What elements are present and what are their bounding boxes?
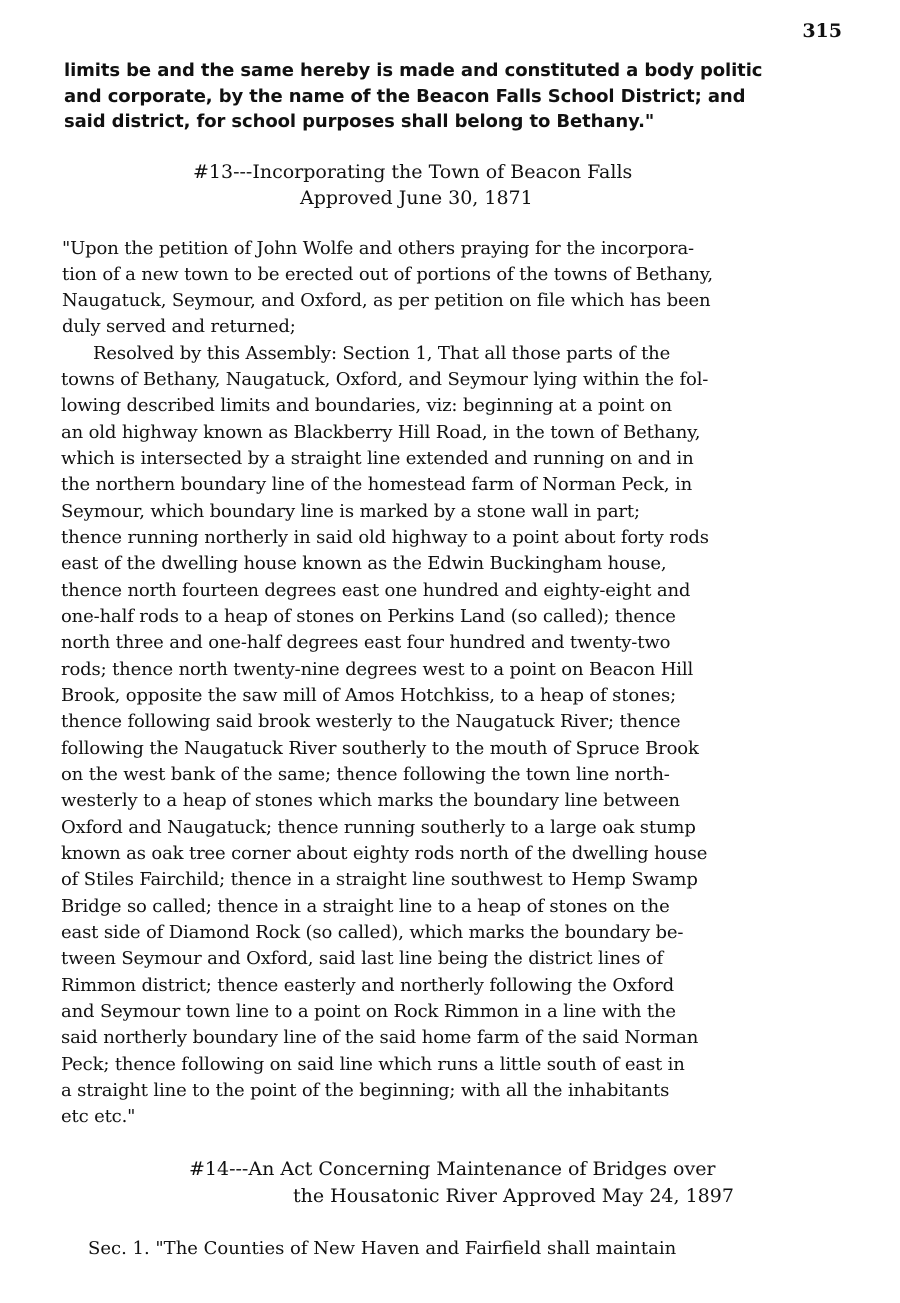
body-line: Bridge so called; thence in a straight line to a heap of stones on the xyxy=(61,896,670,917)
page-number: 315 xyxy=(802,20,842,42)
body-line: an old highway known as Blackberry Hill Road, in the town of Bethany, xyxy=(61,422,701,443)
body-line: the northern boundary line of the homestead farm of Norman Peck, in xyxy=(61,474,693,495)
body-line: east side of Diamond Rock (so called), which marks the boundary be- xyxy=(61,922,684,943)
body-line: which is intersected by a straight line extended and running on and in xyxy=(61,448,694,469)
body-line: on the west bank of the same; thence following the town line north- xyxy=(61,764,670,785)
body-line: Oxford and Naugatuck; thence running southerly to a large oak stump xyxy=(61,817,696,838)
body-line: lowing described limits and boundaries, viz: beginning at a point on xyxy=(61,395,672,416)
body-line: thence following said brook westerly to the Naugatuck River; thence xyxy=(61,711,681,732)
body-line: known as oak tree corner about eighty rods north of the dwelling house xyxy=(61,843,708,864)
section-13-title: #13---Incorporating the Town of Beacon Falls xyxy=(193,161,633,183)
body-line: Sec. 1. "The Counties of New Haven and Fairfield shall maintain xyxy=(88,1238,677,1259)
intro-line: and corporate, by the name of the Beacon Falls School District; and xyxy=(64,86,746,107)
body-line: Peck; thence following on said line which runs a little south of east in xyxy=(61,1054,685,1075)
section-14-title: #14---An Act Concerning Maintenance of Bridges over xyxy=(189,1158,716,1180)
body-line: tween Seymour and Oxford, said last line being the district lines of xyxy=(61,948,664,969)
body-line: north three and one-half degrees east four hundred and twenty-two xyxy=(61,632,671,653)
body-line: rods; thence north twenty-nine degrees west to a point on Beacon Hill xyxy=(61,659,694,680)
body-line: Rimmon district; thence easterly and northerly following the Oxford xyxy=(61,975,674,996)
body-line: "Upon the petition of John Wolfe and others praying for the incorpora- xyxy=(62,238,694,259)
body-line: tion of a new town to be erected out of portions of the towns of Bethany, xyxy=(62,264,713,285)
body-line: thence running northerly in said old highway to a point about forty rods xyxy=(61,527,709,548)
intro-line: said district, for school purposes shall belong to Bethany." xyxy=(64,111,655,132)
body-line: said northerly boundary line of the said home farm of the said Norman xyxy=(61,1027,699,1048)
body-line: following the Naugatuck River southerly to the mouth of Spruce Brook xyxy=(61,738,699,759)
body-line: of Stiles Fairchild; thence in a straight line southwest to Hemp Swamp xyxy=(61,869,698,890)
body-line: east of the dwelling house known as the Edwin Buckingham house, xyxy=(61,553,667,574)
body-line: and Seymour town line to a point on Rock Rimmon in a line with the xyxy=(61,1001,676,1022)
body-line: thence north fourteen degrees east one hundred and eighty-eight and xyxy=(61,580,691,601)
body-line: Naugatuck, Seymour, and Oxford, as per petition on file which has been xyxy=(62,290,711,311)
section-13-approved: Approved June 30, 1871 xyxy=(300,187,533,209)
intro-line: limits be and the same hereby is made and constituted a body politic xyxy=(64,60,763,81)
body-line: duly served and returned; xyxy=(62,316,296,337)
body-line: one-half rods to a heap of stones on Perkins Land (so called); thence xyxy=(61,606,676,627)
body-line: Seymour, which boundary line is marked by a stone wall in part; xyxy=(61,501,640,522)
body-line: towns of Bethany, Naugatuck, Oxford, and Seymour lying within the fol- xyxy=(61,369,709,390)
body-line: westerly to a heap of stones which marks the boundary line between xyxy=(61,790,680,811)
body-line: a straight line to the point of the beginning; with all the inhabitants xyxy=(61,1080,670,1101)
body-line: Brook, opposite the saw mill of Amos Hotchkiss, to a heap of stones; xyxy=(61,685,676,706)
body-line: etc etc." xyxy=(61,1106,136,1127)
body-line: Resolved by this Assembly: Section 1, That all those parts of the xyxy=(93,343,671,364)
section-14-approved: the Housatonic River Approved May 24, 1897 xyxy=(293,1185,734,1207)
